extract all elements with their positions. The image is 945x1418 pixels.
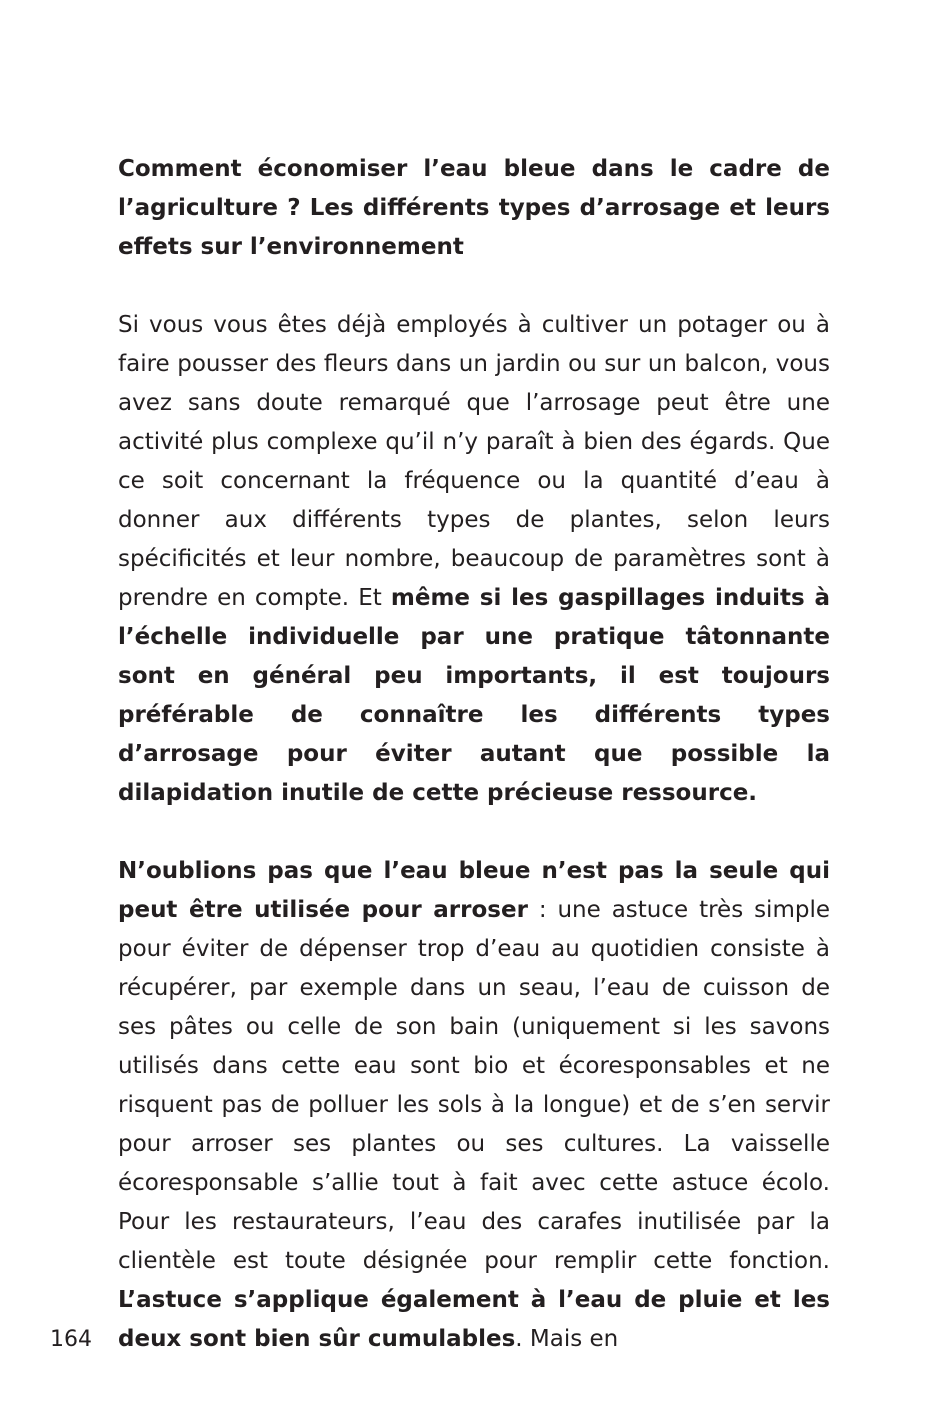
paragraph-2-text: : une astuce très simple pour éviter de dépenser trop d’eau au quotidien consiste à récupérer, par exemple dans un seau, l’eau de cuisson de ses pâtes ou celle de son bain (uniquement si les savons utilisés dans cette eau sont bio et écoresponsables et ne risquent pas de polluer les sols à la longue) et de s’en servir pour arroser ses plantes ou ses cultures. La vaisselle écoresponsable s’allie tout à fait avec cette astuce écolo. Pour les restaurateurs, l’eau des carafes inutilisée par la clientèle est toute désignée pour remplir cette fonction. <box>118 897 830 1274</box>
paragraph-1 <box>118 306 830 813</box>
paragraph-2-bold-lead: N’oublions pas que l’eau bleue n’est pas la seule qui peut être utilisée pour arroser <box>118 858 830 923</box>
paragraph-2-tail: . Mais en <box>515 1326 619 1352</box>
section-heading: Comment économiser l’eau bleue dans le cadre de l’agriculture ? Les différents types d’arrosage et leurs effets sur l’environnement <box>118 156 830 260</box>
page-content <box>118 150 830 1359</box>
page-number: 164 <box>50 1327 92 1352</box>
paragraph-1-text: Si vous vous êtes déjà employés à cultiver un potager ou à faire pousser des fleurs dans un jardin ou sur un balcon, vous avez sans doute remarqué que l’arrosage peut être une activité plus complexe qu’il n’y paraît à bien des égards. Que ce soit concernant la fréquence ou la quantité d’eau à donner aux différents types de plantes, selon leurs spécificités et leur nombre, beaucoup de paramètres sont à prendre en compte. Et <box>118 312 830 611</box>
paragraph-1-bold-text: même si les gaspillages induits à l’échelle individuelle par une pratique tâtonnante sont en général peu importants, il est toujours préférable de connaître les différents types d’arrosage pour éviter autant que possible la dilapidation inutile de cette précieuse ressource. <box>118 585 830 806</box>
paragraph-2-bold-text: L’astuce s’applique également à l’eau de pluie et les deux sont bien sûr cumulables <box>118 1287 830 1352</box>
paragraph-2 <box>118 852 830 1359</box>
